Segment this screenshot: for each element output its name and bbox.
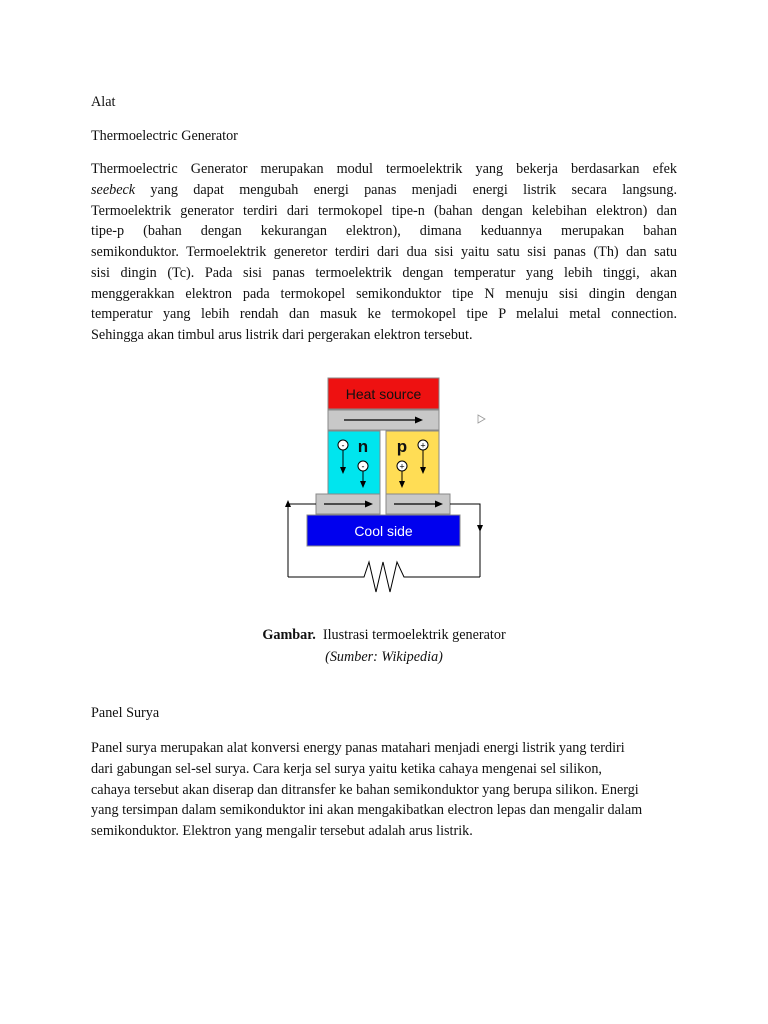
section-title-panel-surya: Panel Surya bbox=[91, 705, 160, 721]
p-label: p bbox=[396, 437, 408, 456]
figure-caption bbox=[0, 625, 768, 646]
caption-label: Gambar. bbox=[262, 627, 316, 643]
seebeck-term: seebeck bbox=[91, 181, 136, 198]
small-triangle-icon bbox=[478, 415, 485, 423]
paragraph-thermoelectric bbox=[91, 159, 677, 346]
para1-line: sisi dingin (Tc). Pada sisi panas termoelektrik dengan temperatur yang lebih tinggi, akan bbox=[91, 264, 677, 281]
para1-line: Sehingga akan timbul arus listrik dari pergerakan elektron tersebut. bbox=[91, 327, 473, 343]
hole-sign: + bbox=[399, 461, 405, 472]
hole-sign: + bbox=[420, 440, 426, 451]
electron-sign: - bbox=[361, 461, 365, 472]
para2-line: dari gabungan sel-sel surya. Cara kerja sel surya yaitu ketika cahaya mengenai sel silikon, bbox=[91, 760, 602, 777]
paragraph-panel-surya bbox=[91, 738, 691, 842]
para1-line: semikonduktor. Termoelektrik generetor terdiri dari dua sisi yaitu satu sisi panas (Th) dan satu bbox=[91, 244, 677, 260]
para1-line: Termoelektrik generator terdiri dari termokopel tipe-n (bahan dengan kelebihan elektron) dan bbox=[91, 202, 677, 219]
electron-sign: - bbox=[341, 440, 345, 451]
para2-line: yang tersimpan dalam semikonduktor ini akan mengakibatkan electron lepas dan mengalir dalam bbox=[91, 802, 643, 819]
cool-side-label: Cool side bbox=[354, 523, 413, 539]
heading-tools: Alat bbox=[91, 94, 116, 110]
para1-line: menggerakkan elektron pada termokopel semikonduktor tipe N menuju sisi dingin dengan bbox=[91, 285, 677, 302]
caption-source: (Sumber: Wikipedia) bbox=[325, 649, 443, 665]
para1-line: tipe-p (bahan dengan kekurangan elektron), dimana keduannya merupakan bahan bbox=[91, 223, 677, 240]
para2-line: semikonduktor. Elektron yang mengalir tersebut adalah arus listrik. bbox=[91, 823, 473, 839]
n-leg bbox=[328, 431, 380, 494]
para2-line: cahaya tersebut akan diserap dan ditransfer ke bahan semikonduktor yang berupa silikon. Energi bbox=[91, 781, 639, 798]
para1-line: seebeck yang dapat mengubah energi panas menjadi energi listrik secara langsung. bbox=[91, 181, 677, 198]
para1-line: Thermoelectric Generator merupakan modul termoelektrik yang bekerja berdasarkan efek bbox=[91, 161, 677, 177]
para1-line: temperatur yang lebih rendah dan masuk ke termokopel tipe P melalui metal connection. bbox=[91, 306, 677, 323]
caption-text: Ilustrasi termoelektrik generator bbox=[322, 627, 506, 643]
thermoelectric-diagram bbox=[280, 370, 492, 598]
para2-line: Panel surya merupakan alat konversi energy panas matahari menjadi energi listrik yang terdiri bbox=[91, 740, 625, 756]
section-title-thermoelectric: Thermoelectric Generator bbox=[91, 128, 238, 144]
heat-source-label: Heat source bbox=[345, 386, 422, 402]
n-label: n bbox=[357, 437, 369, 456]
p-leg bbox=[386, 431, 439, 494]
resistor-icon bbox=[288, 562, 480, 592]
figure-source bbox=[0, 647, 768, 668]
